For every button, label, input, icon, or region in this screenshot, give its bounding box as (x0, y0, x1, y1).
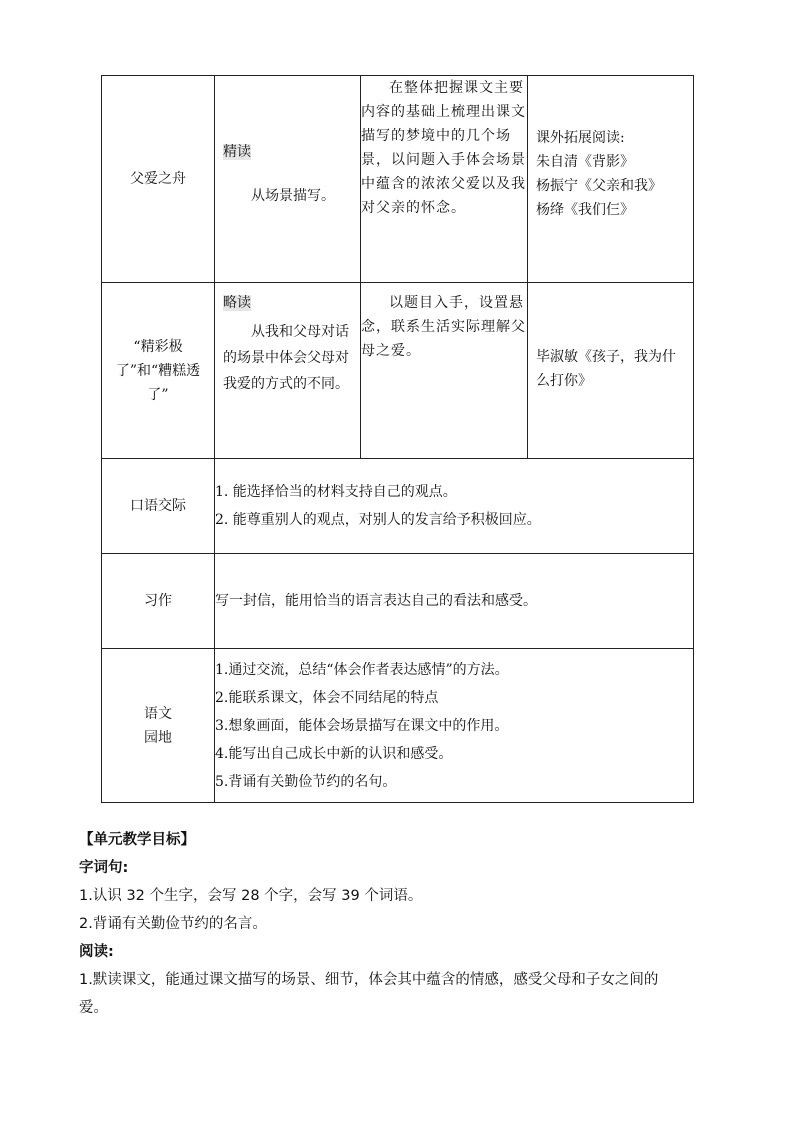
garden-name-line: 语文 (144, 705, 172, 722)
unit-objectives (79, 826, 739, 1022)
goal-item: 2. 能尊重别人的观点，对别人的发言给予积极回应。 (215, 512, 541, 528)
lesson-plan-table (101, 75, 694, 803)
goal-item: 1.通过交流，总结“体会作者表达感情”的方法。 (215, 661, 509, 678)
reading-mode-cell (215, 283, 361, 459)
oral-goals (215, 459, 694, 554)
reading-mode-cell (215, 76, 361, 283)
reading-cell (528, 76, 694, 283)
reading-heading: 阅读: (79, 944, 114, 960)
objective-item: 1.默读课文，能通过课文描写的场景、细节，体会其中蕴含的情感，感受父母和子女之间的 (79, 972, 659, 988)
objective-item: 1.认识 32 个生字，会写 28 个字，会写 39 个词语。 (79, 888, 423, 904)
method-text: 以题目入手，设置悬念，联系生活实际理解父母之爱。 (361, 283, 528, 459)
reading-item: 杨振宁《父亲和我》 (536, 178, 662, 194)
objectives-heading: 【单元教学目标】 (79, 832, 195, 848)
reading-item: 杨绛《我们仨》 (536, 202, 634, 218)
writing-name: 习作 (102, 554, 215, 649)
reading-title: 课外拓展阅读: (536, 130, 625, 146)
words-heading: 字词句: (79, 860, 129, 876)
reading-item: 毕淑敏《孩子，我为什么打你》 (536, 349, 676, 389)
objective-item: 2.背诵有关勤俭节约的名言。 (79, 916, 267, 932)
reading-cell (528, 283, 694, 459)
table-row (102, 76, 694, 283)
table-row (102, 554, 694, 649)
goal-item: 5.背诵有关勤俭节约的名句。 (215, 773, 397, 790)
goal-item: 1. 能选择恰当的材料支持自己的观点。 (215, 484, 457, 500)
lesson-name: “精彩极了”和“糟糕透了” (102, 283, 215, 459)
table-row (102, 459, 694, 554)
reading-mode: 略读 (223, 295, 251, 311)
garden-name (102, 649, 215, 803)
method-text: 在整体把握课文主要内容的基础上梳理出课文描写的梦境中的几个场景，以问题入手体会场景中蕴含的浓浓父爱以及我对父亲的怀念。 (361, 76, 528, 283)
writing-goal: 写一封信，能用恰当的语言表达自己的看法和感受。 (215, 554, 694, 649)
oral-name: 口语交际 (102, 459, 215, 554)
goal-item: 2.能联系课文，体会不同结尾的特点 (215, 689, 439, 706)
reading-mode: 精读 (223, 144, 251, 160)
goal-item: 3.想象画面，能体会场景描写在课文中的作用。 (215, 717, 509, 734)
table-row (102, 283, 694, 459)
focus-text: 从场景描写。 (251, 188, 335, 204)
garden-name-line: 园地 (144, 729, 172, 746)
objective-item: 爱。 (79, 1000, 108, 1016)
garden-goals (215, 649, 694, 803)
table-row (102, 649, 694, 803)
lesson-name: 父爱之舟 (102, 76, 215, 283)
focus-text: 从我和父母对话的场景中体会父母对我爱的方式的不同。 (223, 324, 349, 392)
goal-item: 4.能写出自己成长中新的认识和感受。 (215, 745, 453, 762)
reading-item: 朱自清《背影》 (536, 154, 634, 170)
